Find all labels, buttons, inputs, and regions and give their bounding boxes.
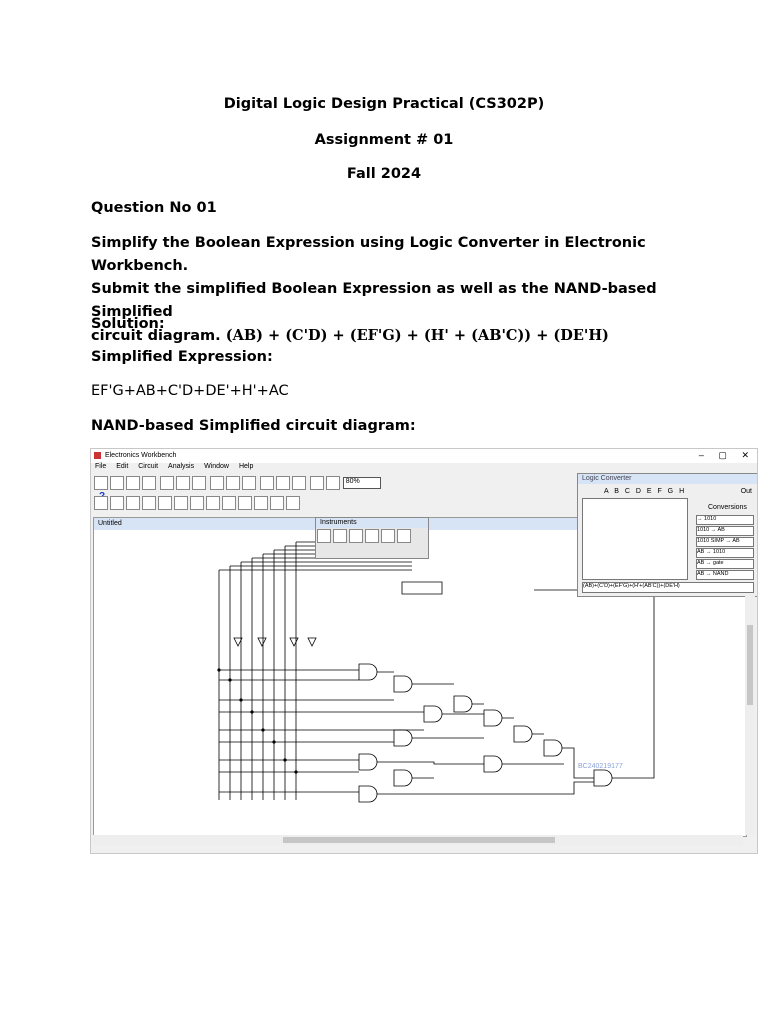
subcircuit-icon[interactable] [260, 476, 274, 490]
analog-ics-icon[interactable] [158, 496, 172, 510]
diodes-icon[interactable] [126, 496, 140, 510]
properties-icon[interactable] [292, 476, 306, 490]
flip-icon[interactable] [226, 476, 240, 490]
question-line-1: Simplify the Boolean Expression using Logic Converter in Electronic Workbench. [91, 235, 646, 274]
digital-ics-icon[interactable] [190, 496, 204, 510]
horizontal-scrollbar[interactable] [93, 835, 743, 845]
new-file-icon[interactable] [94, 476, 108, 490]
menu-analysis[interactable]: Analysis [168, 463, 195, 470]
convert-expression-to-nand-button[interactable]: AB → NAND [696, 570, 754, 580]
basic-icon[interactable] [110, 496, 124, 510]
simplified-expression-heading: Simplified Expression: [91, 349, 273, 365]
term: Fall 2024 [346, 166, 422, 182]
flip-vertical-icon[interactable] [242, 476, 256, 490]
logic-gates-icon[interactable] [206, 496, 220, 510]
conversions-label: Conversions [708, 504, 747, 511]
copy-icon[interactable] [176, 476, 190, 490]
miscellaneous-icon[interactable] [270, 496, 284, 510]
boolean-expression: (AB) + (C'D) + (EF'G) + (H' + (AB'C)) + (DE'H) [225, 327, 609, 344]
menu-edit[interactable]: Edit [116, 463, 129, 470]
rotate-icon[interactable] [210, 476, 224, 490]
input-letters: A B C D E F G H [604, 488, 687, 495]
menu-window[interactable]: Window [204, 463, 229, 470]
menu-file[interactable]: File [95, 463, 107, 470]
oscilloscope-icon[interactable] [349, 529, 363, 543]
workbench-screenshot [90, 448, 758, 854]
open-file-icon[interactable] [110, 476, 124, 490]
instruments-panel [315, 517, 429, 559]
nand-circuit-heading: NAND-based Simplified circuit diagram: [91, 418, 416, 434]
formula-bar[interactable]: (AB)+(C'D)+(EF'G)+(H'+(AB'C))+(DE'H) [582, 582, 754, 593]
assignment-number: Assignment # 01 [314, 132, 454, 148]
convert-table-to-expression-button[interactable]: 1010 → AB [696, 526, 754, 536]
parts-toolbar [93, 495, 393, 512]
digital-icon[interactable] [222, 496, 236, 510]
logic-converter-title: Logic Converter [578, 474, 758, 484]
question-line-2: Submit the simplified Boolean Expression as well as the NAND-based Simplified [91, 281, 657, 320]
main-toolbar [93, 475, 393, 492]
converter-buttons [696, 514, 754, 581]
menu-bar [91, 463, 757, 473]
vertical-scroll-thumb[interactable] [747, 625, 753, 705]
question-heading: Question No 01 [91, 200, 217, 216]
out-label: Out [740, 488, 752, 495]
instruments-icon[interactable] [286, 496, 300, 510]
menu-circuit[interactable]: Circuit [138, 463, 159, 470]
question-line-3 [91, 324, 691, 348]
app-titlebar [91, 449, 757, 463]
logic-converter-panel [577, 473, 758, 597]
word-generator-icon[interactable] [381, 529, 395, 543]
horizontal-scroll-thumb[interactable] [283, 837, 555, 843]
convert-expression-to-table-button[interactable]: AB → 1010 [696, 548, 754, 558]
zoom-out-icon[interactable] [310, 476, 324, 490]
indicators-icon[interactable] [238, 496, 252, 510]
bode-plotter-icon[interactable] [365, 529, 379, 543]
solution-heading: Solution: [91, 316, 165, 332]
multimeter-icon[interactable] [317, 529, 331, 543]
convert-expression-to-circuit-button[interactable]: AB → gate [696, 559, 754, 569]
zoom-in-icon[interactable] [326, 476, 340, 490]
convert-circuit-to-table-button[interactable]: → 1010 [696, 515, 754, 525]
instruments-title: Instruments [316, 518, 428, 528]
paste-icon[interactable] [192, 476, 206, 490]
maximize-button[interactable]: ▢ [718, 450, 727, 460]
minimize-button[interactable]: – [698, 450, 704, 460]
cut-icon[interactable] [160, 476, 174, 490]
close-button[interactable]: ✕ [741, 450, 749, 460]
vertical-scrollbar[interactable] [745, 595, 755, 835]
watermark-label: BC240219177 [578, 763, 623, 770]
app-logo-icon [94, 452, 101, 459]
print-icon[interactable] [142, 476, 156, 490]
menu-help[interactable]: Help [238, 463, 254, 470]
simplified-expression-value: EF'G+AB+C'D+DE'+H'+AC [91, 383, 289, 399]
function-generator-icon[interactable] [333, 529, 347, 543]
app-title: Electronics Workbench [104, 452, 177, 459]
zoom-select[interactable]: 80% [343, 477, 381, 489]
save-icon[interactable] [126, 476, 140, 490]
circuit-window-title: Untitled [94, 518, 746, 530]
controls-icon[interactable] [254, 496, 268, 510]
transistors-icon[interactable] [142, 496, 156, 510]
question-line-3-prefix: circuit diagram. [91, 328, 221, 344]
convert-table-to-simplified-button[interactable]: 1010 SIMP → AB [696, 537, 754, 547]
sources-icon[interactable] [94, 496, 108, 510]
truth-table [582, 498, 688, 580]
mixed-ics-icon[interactable] [174, 496, 188, 510]
question-text [91, 232, 691, 348]
course-title: Digital Logic Design Practical (CS302P) [223, 96, 545, 112]
graph-icon[interactable] [276, 476, 290, 490]
logic-analyzer-icon[interactable] [397, 529, 411, 543]
